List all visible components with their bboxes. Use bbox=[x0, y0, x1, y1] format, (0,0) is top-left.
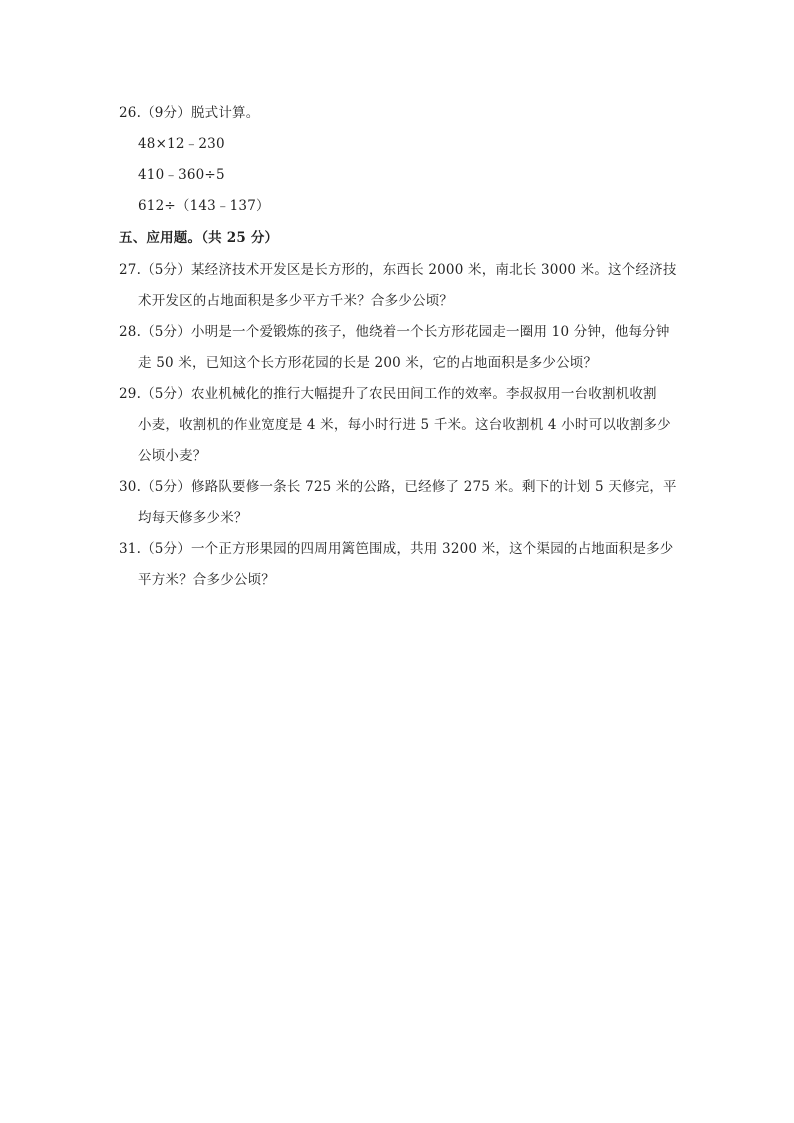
q31-line-1: 31.（5分）一个正方形果园的四周用篱笆围成，共用 3200 米，这个渠园的占地面积是多少 bbox=[119, 541, 674, 557]
q26-expression-3: 612÷（143﹣137） bbox=[138, 198, 270, 214]
q26-expression-1: 48×12﹣230 bbox=[138, 136, 225, 152]
q28-line-2: 走 50 米，已知这个长方形花园的长是 200 米，它的占地面积是多少公顷？ bbox=[138, 355, 598, 371]
q27-line-2: 术开发区的占地面积是多少平方千米？合多少公顷？ bbox=[138, 293, 454, 309]
q31-line-2: 平方米？合多少公顷？ bbox=[138, 572, 275, 588]
q26-expression-2: 410﹣360÷5 bbox=[138, 167, 225, 183]
q29-line-3: 公顷小麦？ bbox=[138, 448, 207, 464]
q28-line-1: 28.（5分）小明是一个爱锻炼的孩子，他绕着一个长方形花园走一圈用 10 分钟，他每分钟 bbox=[119, 324, 670, 340]
q30-line-2: 均每天修多少米？ bbox=[138, 510, 248, 526]
q29-line-1: 29.（5分）农业机械化的推行大幅提升了农民田间工作的效率。李叔叔用一台收割机收割 bbox=[119, 386, 657, 402]
q30-line-1: 30.（5分）修路队要修一条长 725 米的公路，已经修了 275 米。剩下的计划 5 天修完，平 bbox=[119, 479, 677, 495]
q27-line-1: 27.（5分）某经济技术开发区是长方形的，东西长 2000 米，南北长 3000 米。这个经济技 bbox=[119, 262, 677, 278]
section-heading: 五、应用题。（共 25 分） bbox=[119, 230, 279, 246]
q26-header: 26.（9分）脱式计算。 bbox=[119, 105, 260, 121]
q29-line-2: 小麦，收割机的作业宽度是 4 米，每小时行进 5 千米。这台收割机 4 小时可以收割多少 bbox=[138, 417, 671, 433]
